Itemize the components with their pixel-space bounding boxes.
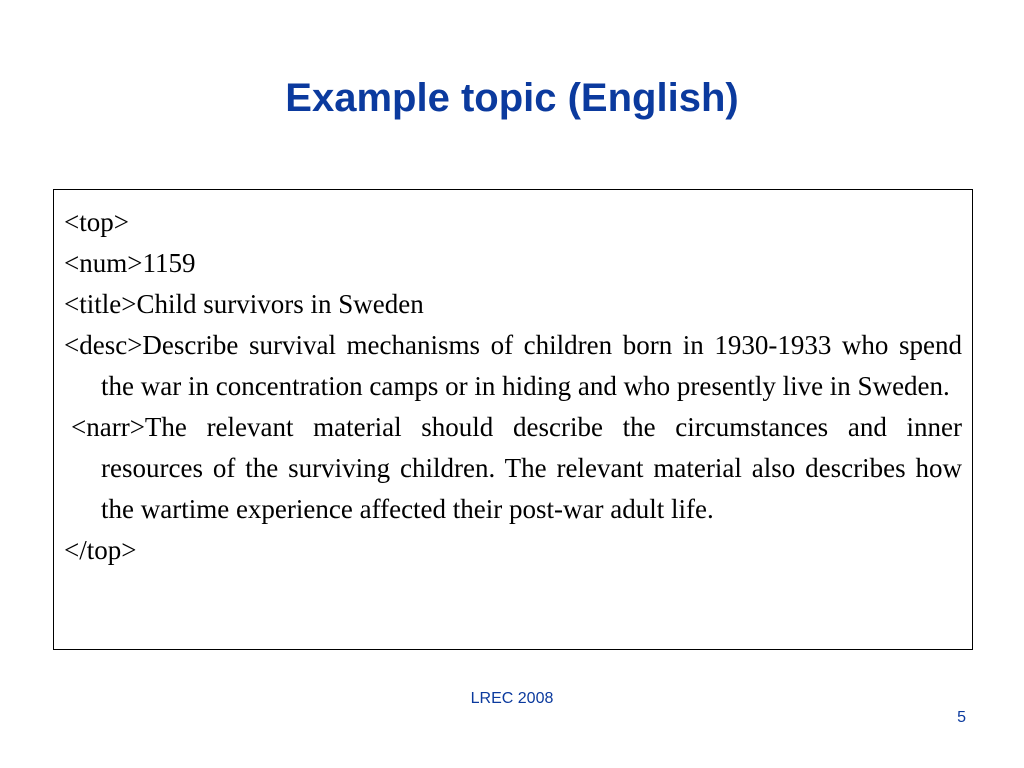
topic-box [53, 189, 973, 650]
topic-open-tag: <top> [64, 207, 129, 237]
topic-desc: <desc>Describe survival mechanisms of children born in 1930-1933 who spend the war in concentration camps or in hiding and who presently live in Sweden. [64, 330, 962, 401]
topic-title: <title>Child survivors in Sweden [64, 289, 424, 319]
topic-narr: <narr>The relevant material should describe the circumstances and inner resources of the surviving children. The relevant material also describes how the wartime experience affected their post-war adult life. [71, 412, 962, 524]
page-number: 5 [957, 709, 966, 726]
footer-conference: LREC 2008 [470, 690, 554, 707]
topic-num: <num>1159 [64, 248, 196, 278]
topic-close-tag: </top> [64, 535, 137, 565]
slide-title: Example topic (English) [285, 76, 739, 120]
